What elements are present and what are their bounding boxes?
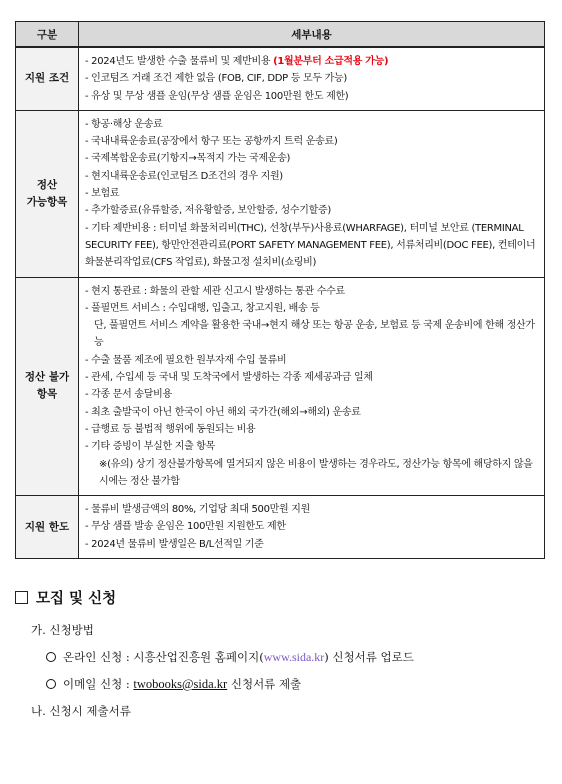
email-link[interactable]: twobooks@sida.kr	[133, 677, 228, 691]
detail-line	[85, 386, 540, 403]
detail-text: - 관세, 수입세 등 국내 및 도착국에서 발생하는 각종 제세공과금 일체	[85, 372, 373, 384]
header-category: 구분	[16, 22, 79, 48]
detail-line	[85, 518, 540, 535]
detail-text: - 각종 문서 송달비용	[85, 389, 172, 401]
detail-text: - 물류비 발생금액의 80%, 기업당 최대 500만원 지원	[85, 504, 310, 516]
detail-line	[85, 116, 540, 133]
table-row	[16, 496, 545, 559]
detail-text: - 기타 증빙이 부실한 지출 항목	[85, 441, 216, 453]
section-title-text: 모집 및 신청	[36, 591, 117, 607]
detail-line	[85, 53, 540, 70]
detail-text: 단, 풀필먼트 서비스 계약을 활용한 국내→현지 해상 또는 항공 운송, 보험료 등 국제 운송비에 한해 정산가능	[94, 320, 535, 349]
application-method-heading: 가. 신청방법	[31, 623, 94, 637]
detail-text: - 급행료 등 불법적 행위에 동원되는 비용	[85, 423, 256, 435]
row-details	[79, 277, 545, 496]
required-documents-heading: 나. 신청시 제출서류	[31, 704, 131, 718]
row-details	[79, 110, 545, 277]
detail-text: - 풀필먼트 서비스 : 수입대행, 입출고, 창고지원, 배송 등	[85, 302, 320, 314]
table-header-row	[16, 22, 545, 48]
detail-line	[85, 300, 540, 317]
circle-bullet-icon	[46, 652, 56, 662]
detail-text: - 기타 제반비용 : 터미널 화물처리비(THC), 선창(부두)사용료(WHARFAGE), 터미널 보안료 (TERMINAL SECURITY FEE), 항만안전관리료(PORT SAFETY MANAGEMENT FEE), 서류처리비(DOC FEE), 컨테이너 화물분리작업료(CFS 작업료), 화물고정 설치비(쇼링비)	[85, 222, 536, 269]
detail-text: - 국내내륙운송료(공장에서 항구 또는 공항까지 트럭 운송료)	[85, 136, 338, 148]
detail-line	[85, 133, 540, 150]
row-details	[79, 496, 545, 559]
detail-line	[85, 456, 540, 491]
circle-bullet-icon	[46, 679, 56, 689]
detail-text: - 보험료	[85, 188, 120, 200]
row-label-line: 항목	[36, 388, 58, 401]
detail-text: - 항공·해상 운송료	[85, 118, 163, 130]
support-table	[15, 21, 545, 559]
row-label	[16, 496, 79, 559]
table-row	[16, 277, 545, 496]
detail-line	[85, 220, 540, 272]
header-details: 세부내용	[79, 22, 545, 48]
detail-text: - 유상 및 무상 샘플 운임(무상 샘플 운임은 100만원 한도 제한)	[85, 90, 349, 102]
row-label-line: 지원 한도	[24, 520, 70, 533]
detail-text: - 현지 통관료 : 화물의 관할 세관 신고시 발생하는 통관 수수료	[85, 285, 345, 297]
detail-line	[85, 70, 540, 87]
detail-line	[85, 536, 540, 553]
detail-line	[85, 369, 540, 386]
highlight-text: (1월분부터 소급적용 가능)	[273, 56, 389, 67]
section-title	[15, 587, 116, 608]
row-label-line: 정산	[36, 178, 58, 191]
detail-line	[85, 185, 540, 202]
detail-text: - 수출 물품 제조에 필요한 원부자재 수입 물류비	[85, 354, 287, 366]
detail-text: - 추가할증료(유류할증, 저유황할증, 보안할증, 성수기할증)	[85, 205, 331, 217]
detail-text: - 2024년 물류비 발생일은 B/L선적일 기준	[85, 538, 264, 550]
homepage-link[interactable]: www.sida.kr	[263, 650, 325, 664]
detail-line	[85, 404, 540, 421]
detail-text: - 무상 샘플 발송 운임은 100만원 지원한도 제한	[85, 521, 286, 533]
detail-line	[85, 501, 540, 518]
row-label	[16, 110, 79, 277]
online-suffix: ) 신청서류 업로드	[324, 650, 414, 664]
row-label	[16, 47, 79, 110]
detail-text: - 현지내륙운송료(인코텀즈 D조건의 경우 지원)	[85, 170, 283, 182]
detail-text: - 최초 출발국이 아닌 한국이 아닌 해외 국가간(해외→해외) 운송료	[85, 406, 361, 418]
checkbox-square-icon	[15, 591, 28, 604]
detail-text: ※(유의) 상기 정산불가항목에 열거되지 않은 비용이 발생하는 경우라도, 정산가능 항목에 해당하지 않을 시에는 정산 불가함	[99, 458, 533, 487]
detail-line	[85, 283, 540, 300]
row-details	[79, 47, 545, 110]
row-label-line: 정산 불가	[24, 371, 70, 384]
email-application	[46, 676, 301, 692]
table-row	[16, 47, 545, 110]
detail-line	[85, 421, 540, 438]
online-prefix: 온라인 신청 : 시흥산업진흥원 홈페이지(	[63, 650, 264, 664]
row-label	[16, 277, 79, 496]
email-prefix: 이메일 신청 :	[63, 677, 134, 691]
detail-line	[85, 150, 540, 167]
email-suffix: 신청서류 제출	[227, 677, 302, 691]
row-label-line: 지원 조건	[24, 72, 70, 85]
detail-line	[85, 352, 540, 369]
detail-text: - 국제복합운송료(기항지→목적지 가는 국제운송)	[85, 153, 291, 165]
detail-line	[85, 88, 540, 105]
detail-line	[85, 168, 540, 185]
table-row	[16, 110, 545, 277]
online-application	[46, 649, 414, 665]
detail-line	[85, 438, 540, 455]
detail-text: - 2024년도 발생한 수출 물류비 및 제반비용	[85, 56, 274, 67]
detail-text: - 인코텀즈 거래 조건 제한 없음 (FOB, CIF, DDP 등 모두 가능)	[85, 73, 347, 85]
detail-line	[85, 202, 540, 219]
detail-line	[85, 317, 540, 352]
row-label-line: 가능항목	[26, 195, 68, 208]
